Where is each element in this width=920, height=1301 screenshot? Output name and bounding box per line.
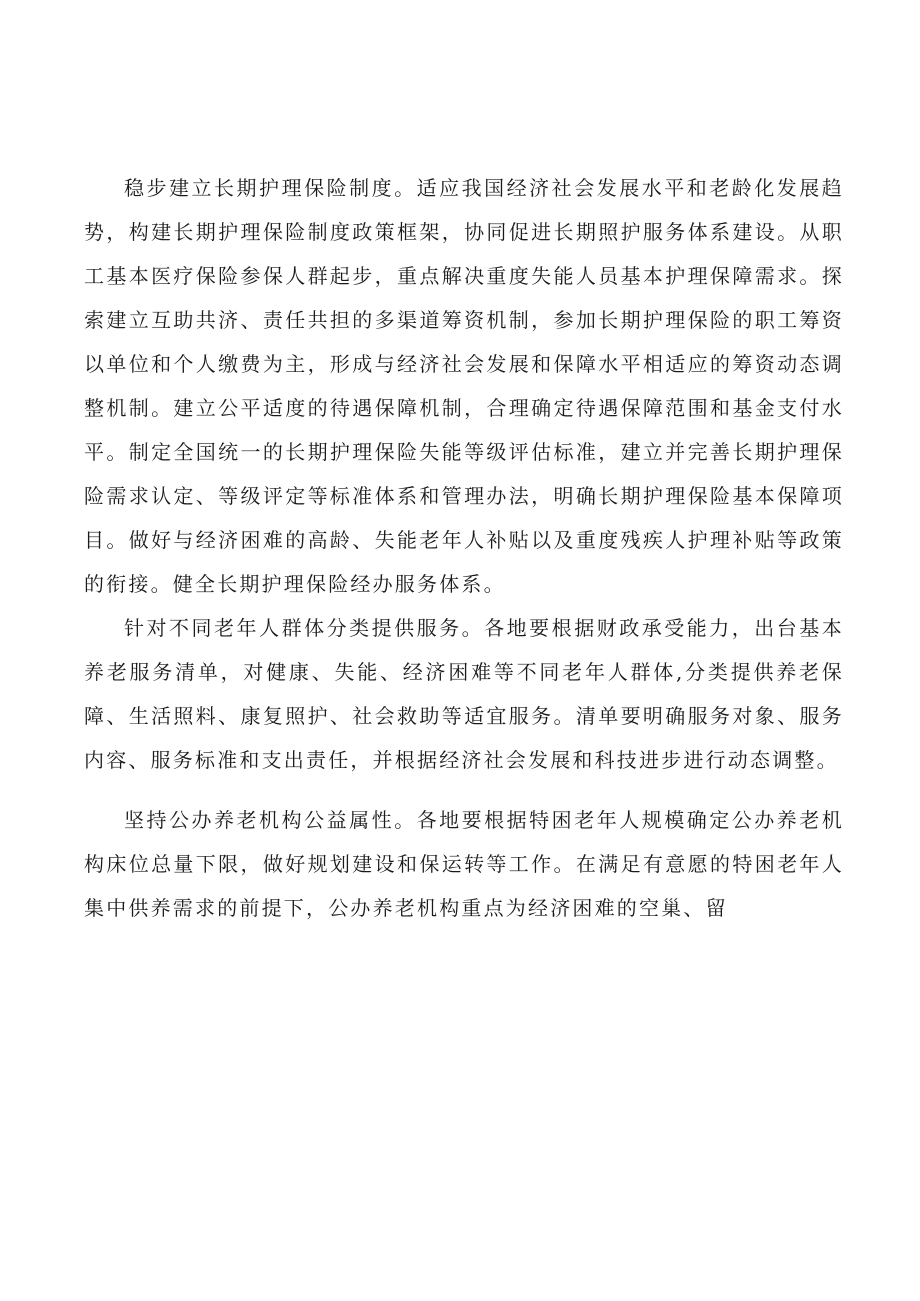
paragraph-long-term-care-insurance: 稳步建立长期护理保险制度。适应我国经济社会发展水平和老龄化发展趋势，构建长期护理保险制度政策框架，协同促进长期照护服务体系建设。从职工基本医疗保险参保人群起步，重点解决重度失能人员基本护理保障需求。探索建立互助共济、责任共担的多渠道筹资机制，参加长期护理保险的职工筹资以单位和个人缴费为主，形成与经济社会发展和保障水平相适应的筹资动态调整机制。建立公平适度的待遇保障机制，合理确定待遇保障范围和基金支付水平。制定全国统一的长期护理保险失能等级评估标准，建立并完善长期护理保险需求认定、等级评定等标准体系和管理办法，明确长期护理保险基本保障项目。做好与经济困难的高龄、失能老年人补贴以及重度残疾人护理补贴等政策的衔接。健全长期护理保险经办服务体系。 <box>84 176 844 596</box>
paragraph-public-welfare-institutions: 坚持公办养老机构公益属性。各地要根据特困老年人规模确定公办养老机构床位总量下限，做好规划建设和保运转等工作。在满足有意愿的特困老年人集中供养需求的前提下，公办养老机构重点为经济困难的空巢、留 <box>84 808 844 920</box>
document-body <box>84 166 844 930</box>
paragraph-classified-services: 针对不同老年人群体分类提供服务。各地要根据财政承受能力，出台基本养老服务清单，对健康、失能、经济困难等不同老年人群体,分类提供养老保障、生活照料、康复照护、社会救助等适宜服务。清单要明确服务对象、服务内容、服务标准和支出责任，并根据经济社会发展和科技进步进行动态调整。 <box>84 616 844 772</box>
